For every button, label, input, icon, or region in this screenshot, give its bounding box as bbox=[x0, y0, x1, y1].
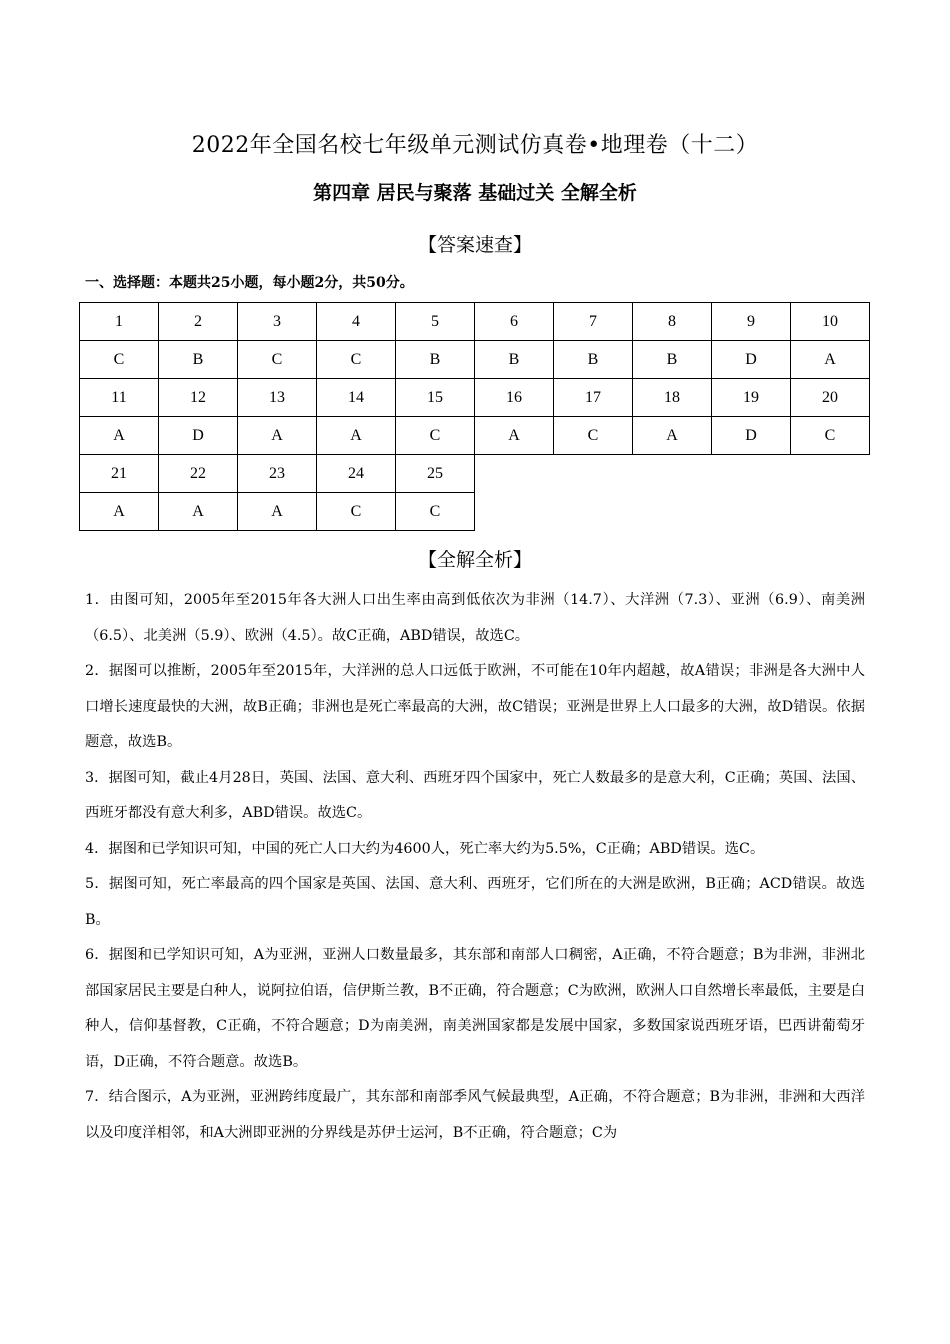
question-number-cell: 16 bbox=[475, 379, 554, 417]
question-number-cell: 4 bbox=[317, 303, 396, 341]
answer-cell: C bbox=[317, 341, 396, 379]
question-number-cell: 6 bbox=[475, 303, 554, 341]
question-number-row bbox=[80, 455, 870, 493]
analysis-item: 7．结合图示，A为亚洲，亚洲跨纬度最广，其东部和南部季风气候最典型，A正确，不符合题意；B为非洲，非洲和大西洋以及印度洋相邻，和A大洲即亚洲的分界线是苏伊士运河，B不正确，符合题意；C为 bbox=[85, 1089, 865, 1141]
question-number-cell: 7 bbox=[554, 303, 633, 341]
question-number-cell: 22 bbox=[159, 455, 238, 493]
empty-cell bbox=[633, 455, 712, 493]
answer-cell: A bbox=[80, 417, 159, 455]
analysis-item: 6．据图和已学知识可知，A为亚洲，亚洲人口数量最多，其东部和南部人口稠密，A正确，不符合题意；B为非洲，非洲北部国家居民主要是白种人，说阿拉伯语，信伊斯兰教，B不正确，符合题意；C为欧洲，欧洲人口自然增长率最低，主要是白种人，信仰基督教，C正确，不符合题意；D为南美洲，南美洲国家都是发展中国家，多数国家说西班牙语，巴西讲葡萄牙语，D正确，不符合题意。故选B。 bbox=[85, 947, 865, 1070]
answer-row bbox=[80, 493, 870, 531]
answer-cell: D bbox=[159, 417, 238, 455]
analysis-item: 1．由图可知，2005年至2015年各大洲人口出生率由高到低依次为非洲（14.7）、大洋洲（7.3）、亚洲（6.9）、南美洲（6.5）、北美洲（5.9）、欧洲（4.5）。故C正确，ABD错误，故选C。 bbox=[85, 592, 865, 644]
answer-cell: C bbox=[396, 493, 475, 531]
analysis-item: 5．据图可知，死亡率最高的四个国家是英国、法国、意大利、西班牙，它们所在的大洲是欧洲，B正确；ACD错误。故选B。 bbox=[85, 876, 865, 928]
question-number-cell: 15 bbox=[396, 379, 475, 417]
answer-cell: B bbox=[159, 341, 238, 379]
empty-cell bbox=[554, 455, 633, 493]
answer-cell: A bbox=[633, 417, 712, 455]
question-number-cell: 13 bbox=[238, 379, 317, 417]
answer-cell: A bbox=[159, 493, 238, 531]
empty-cell bbox=[475, 493, 554, 531]
answer-cell: B bbox=[475, 341, 554, 379]
answer-cell: C bbox=[396, 417, 475, 455]
empty-cell bbox=[475, 455, 554, 493]
answer-table bbox=[79, 302, 870, 531]
answer-cell: C bbox=[554, 417, 633, 455]
empty-cell bbox=[712, 455, 791, 493]
answer-section-heading: 【答案速查】 bbox=[417, 234, 532, 256]
answer-cell: D bbox=[712, 417, 791, 455]
question-number-cell: 9 bbox=[712, 303, 791, 341]
analysis-item: 4．据图和已学知识可知，中国的死亡人口大约为4600人，死亡率大约为5.5%，C正确；ABD错误。选C。 bbox=[85, 840, 765, 857]
question-number-cell: 25 bbox=[396, 455, 475, 493]
answer-cell: A bbox=[80, 493, 159, 531]
question-number-row bbox=[80, 379, 870, 417]
answer-cell: A bbox=[238, 417, 317, 455]
answer-cell: C bbox=[238, 341, 317, 379]
answer-cell: A bbox=[791, 341, 870, 379]
question-number-cell: 14 bbox=[317, 379, 396, 417]
answer-cell: B bbox=[554, 341, 633, 379]
empty-cell bbox=[791, 493, 870, 531]
answer-cell: A bbox=[475, 417, 554, 455]
answer-cell: B bbox=[396, 341, 475, 379]
question-number-cell: 21 bbox=[80, 455, 159, 493]
question-number-cell: 12 bbox=[159, 379, 238, 417]
analysis-body bbox=[85, 583, 865, 1151]
question-number-cell: 3 bbox=[238, 303, 317, 341]
answer-row bbox=[80, 417, 870, 455]
question-number-cell: 8 bbox=[633, 303, 712, 341]
empty-cell bbox=[633, 493, 712, 531]
question-header: 一、选择题：本题共25小题，每小题2分，共50分。 bbox=[85, 275, 414, 291]
question-number-cell: 5 bbox=[396, 303, 475, 341]
question-number-cell: 18 bbox=[633, 379, 712, 417]
question-number-cell: 1 bbox=[80, 303, 159, 341]
answer-cell: A bbox=[317, 417, 396, 455]
page-subtitle: 第四章 居民与聚落 基础过关 全解全析 bbox=[313, 182, 637, 204]
question-number-row bbox=[80, 303, 870, 341]
answer-cell: C bbox=[791, 417, 870, 455]
analysis-section-heading: 【全解全析】 bbox=[417, 549, 532, 571]
question-number-cell: 17 bbox=[554, 379, 633, 417]
question-number-cell: 24 bbox=[317, 455, 396, 493]
empty-cell bbox=[554, 493, 633, 531]
answer-cell: C bbox=[80, 341, 159, 379]
question-number-cell: 11 bbox=[80, 379, 159, 417]
question-number-cell: 2 bbox=[159, 303, 238, 341]
answer-cell: A bbox=[238, 493, 317, 531]
empty-cell bbox=[712, 493, 791, 531]
answer-cell: C bbox=[317, 493, 396, 531]
answer-row bbox=[80, 341, 870, 379]
question-number-cell: 23 bbox=[238, 455, 317, 493]
question-number-cell: 10 bbox=[791, 303, 870, 341]
page-title: 2022年全国名校七年级单元测试仿真卷•地理卷（十二） bbox=[191, 133, 759, 158]
question-number-cell: 20 bbox=[791, 379, 870, 417]
analysis-item: 2．据图可以推断，2005年至2015年，大洋洲的总人口远低于欧洲，不可能在10年内超越，故A错误；非洲是各大洲中人口增长速度最快的大洲，故B正确；非洲也是死亡率最高的大洲，故C错误；亚洲是世界上人口最多的大洲，故D错误。依据题意，故选B。 bbox=[85, 663, 865, 750]
answer-cell: D bbox=[712, 341, 791, 379]
empty-cell bbox=[791, 455, 870, 493]
analysis-item: 3．据图可知，截止4月28日，英国、法国、意大利、西班牙四个国家中，死亡人数最多的是意大利，C正确；英国、法国、西班牙都没有意大利多，ABD错误。故选C。 bbox=[85, 769, 865, 821]
question-number-cell: 19 bbox=[712, 379, 791, 417]
answer-cell: B bbox=[633, 341, 712, 379]
